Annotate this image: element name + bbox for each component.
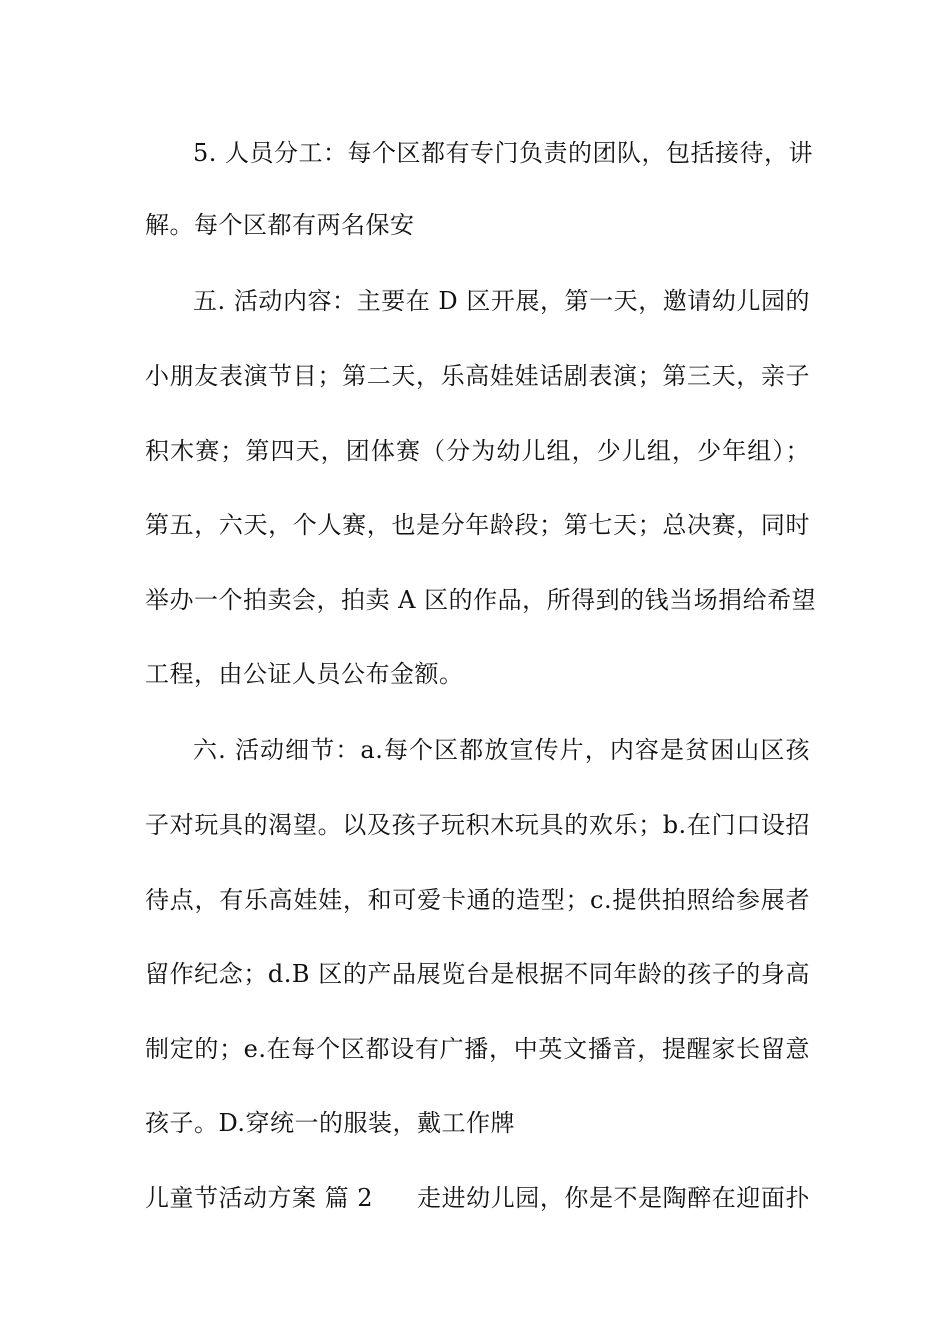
paragraph-line: 子对玩具的渴望。以及孩子玩积木玩具的欢乐；b.在门口设招 [145,811,810,839]
paragraph-line: 举办一个拍卖会，拍卖 A 区的作品，所得到的钱当场捐给希望 [145,586,817,614]
paragraph-line: 第五，六天，个人赛，也是分年龄段；第七天；总决赛，同时 [145,511,810,539]
paragraph-line: 5. 人员分工：每个区都有专门负责的团队，包括接待，讲 [193,139,814,167]
paragraph-line: 工程，由公证人员公布金额。 [145,660,464,688]
paragraph-line: 制定的；e.在每个区都设有广播，中英文播音，提醒家长留意 [145,1035,810,1063]
paragraph-line: 孩子。D.穿统一的服装，戴工作牌 [145,1109,516,1137]
paragraph-line: 五. 活动内容：主要在 D 区开展，第一天，邀请幼儿园的 [193,287,810,315]
paragraph-line: 留作纪念；d.B 区的产品展览台是根据不同年龄的孩子的身高 [145,960,810,988]
section-heading: 儿童节活动方案 篇 2 [145,1184,374,1212]
paragraph-line: 待点，有乐高娃娃，和可爱卡通的造型；c.提供拍照给参展者 [145,886,810,914]
paragraph-line: 积木赛；第四天，团体赛（分为幼儿组，少儿组，少年组）； [145,437,810,465]
paragraph-line: 解。每个区都有两名保安 [145,211,415,239]
paragraph-line: 六. 活动细节：a.每个区都放宣传片，内容是贫困山区孩 [193,736,810,764]
paragraph-line: 走进幼儿园，你是不是陶醉在迎面扑 [417,1184,810,1212]
paragraph-line: 小朋友表演节目；第二天，乐高娃娃话剧表演；第三天，亲子 [145,362,810,390]
